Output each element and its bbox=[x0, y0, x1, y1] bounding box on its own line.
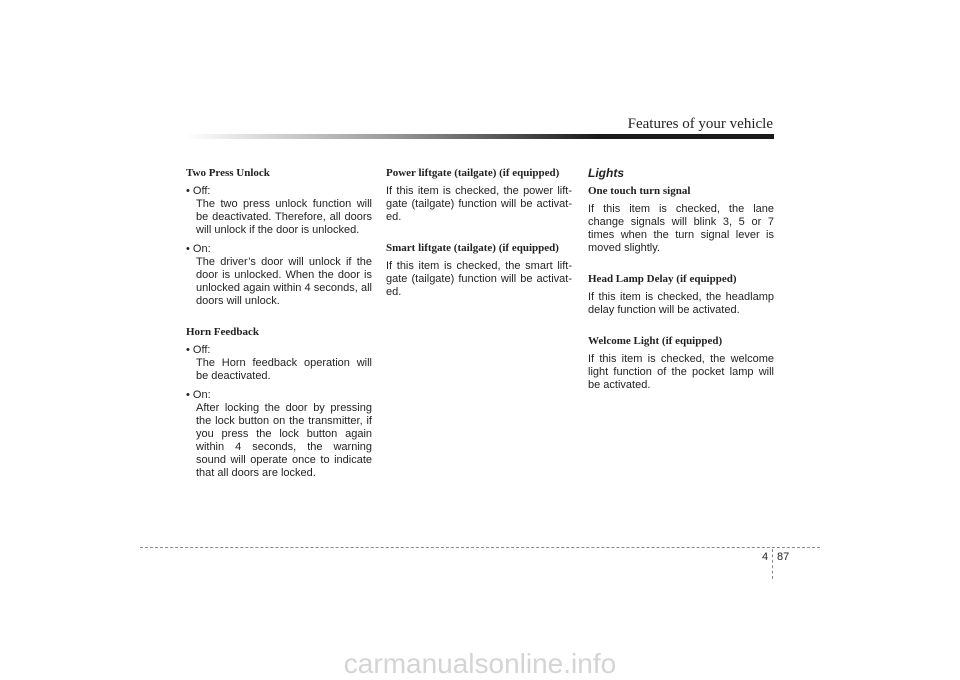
bullet-label: • On: bbox=[186, 243, 211, 255]
footer-rule bbox=[140, 547, 820, 548]
head-lamp-delay-heading: Head Lamp Delay (if equipped) bbox=[588, 273, 737, 285]
bullet-label: • On: bbox=[186, 389, 211, 401]
smart-liftgate-heading: Smart liftgate (tailgate) (if equipped) bbox=[386, 242, 559, 254]
welcome-light-heading: Welcome Light (if equipped) bbox=[588, 335, 723, 347]
column-right bbox=[588, 166, 774, 409]
header-rule bbox=[185, 134, 774, 139]
turn-signal-heading: One touch turn signal bbox=[588, 185, 691, 197]
page-number: 87 bbox=[777, 551, 790, 563]
chapter-number: 4 bbox=[762, 551, 769, 563]
bullet-on bbox=[186, 389, 372, 480]
head-lamp-delay-section bbox=[588, 272, 774, 317]
power-liftgate-heading: Power liftgate (tailgate) (if equipped) bbox=[386, 167, 560, 179]
bullet-description: After locking the door by pressing the lock button on the transmitter, if you press the lock button again within 4 seconds, the warning sound will operate once to indicate that all doors are locked. bbox=[196, 402, 372, 479]
bullet-description: The driver’s door will unlock if the door is unlocked. When the door is unlocked again within 4 seconds, all doors will unlock. bbox=[196, 256, 372, 307]
horn-feedback-heading: Horn Feedback bbox=[186, 326, 260, 338]
horn-feedback-section bbox=[186, 325, 372, 480]
bullet-description: The Horn feedback operation will be deactivated. bbox=[196, 357, 372, 382]
power-liftgate-text: If this item is checked, the power lift-gate (tailgate) function will be activat-ed. bbox=[386, 185, 572, 223]
bullet-off bbox=[186, 185, 372, 237]
welcome-light-text: If this item is checked, the welcome light function of the pocket lamp will be activated. bbox=[588, 353, 774, 391]
smart-liftgate-text: If this item is checked, the smart lift-gate (tailgate) function will be activat-ed. bbox=[386, 260, 572, 298]
welcome-light-section bbox=[588, 334, 774, 392]
power-liftgate-section bbox=[386, 166, 572, 224]
two-press-unlock-section bbox=[186, 166, 372, 308]
column-left bbox=[186, 166, 372, 497]
turn-signal-text: If this item is checked, the lane change signals will blink 3, 5 or 7 times when the turn signal lever is moved slightly. bbox=[588, 203, 774, 254]
two-press-unlock-heading: Two Press Unlock bbox=[186, 167, 270, 179]
page-header-title: Features of your vehicle bbox=[627, 116, 773, 132]
smart-liftgate-section bbox=[386, 241, 572, 299]
bullet-description: The two press unlock function will be deactivated. Therefore, all doors will unlock if the door is unlocked. bbox=[196, 198, 372, 236]
bullet-off bbox=[186, 344, 372, 383]
bullet-on bbox=[186, 243, 372, 308]
turn-signal-section bbox=[588, 184, 774, 255]
bullet-label: • Off: bbox=[186, 185, 211, 197]
lights-section-title: Lights bbox=[588, 166, 624, 180]
watermark: carmanualsonline.info bbox=[343, 648, 617, 679]
head-lamp-delay-text: If this item is checked, the headlamp delay function will be activated. bbox=[588, 291, 774, 316]
column-middle bbox=[386, 166, 572, 316]
bullet-label: • Off: bbox=[186, 344, 211, 356]
page-number-separator bbox=[772, 549, 773, 579]
